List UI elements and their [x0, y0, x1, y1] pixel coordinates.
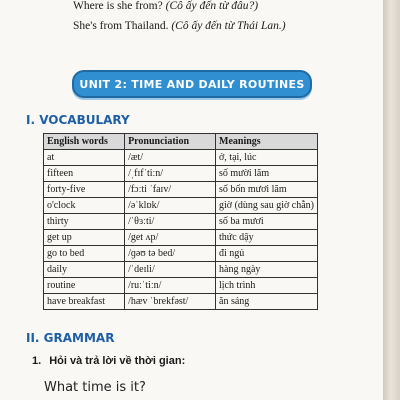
meaning: ăn sáng: [216, 294, 318, 310]
pronunciation: /ɡəʊ tə bed/: [125, 246, 216, 262]
meaning: đi ngủ: [216, 246, 318, 262]
column-header: Pronunciation: [125, 134, 216, 150]
column-header: Meanings: [216, 134, 318, 150]
page-gutter: [383, 0, 400, 400]
dialogue-en: Where is she from?: [73, 0, 163, 12]
grammar-item-title: Hỏi và trả lời về thời gian:: [49, 355, 186, 367]
english-word: get up: [44, 230, 125, 246]
meaning: số ba mươi: [216, 214, 318, 230]
table-row: [44, 214, 318, 230]
example-question: What time is it?: [44, 380, 146, 395]
english-word: daily: [44, 262, 125, 278]
column-header: English words: [44, 134, 125, 150]
meaning: lịch trình: [216, 278, 318, 294]
table-row: [44, 182, 318, 198]
table-row: [44, 198, 318, 214]
table-row: [44, 230, 318, 246]
table-row: [44, 166, 318, 182]
dialogue-line: [73, 0, 258, 12]
meaning: thức dậy: [216, 230, 318, 246]
english-word: go to bed: [44, 246, 125, 262]
english-word: have breakfast: [44, 294, 125, 310]
vocabulary-table: [43, 133, 318, 310]
pronunciation: /əˈklɒk/: [125, 198, 216, 214]
english-word: o'clock: [44, 198, 125, 214]
dialogue-line: [73, 20, 286, 32]
meaning: giờ (dùng sau giờ chẵn): [216, 198, 318, 214]
meaning: số bốn mươi lăm: [216, 182, 318, 198]
pronunciation: /fɔːti ˈfaɪv/: [125, 182, 216, 198]
table-row: [44, 150, 318, 166]
grammar-item-number: 1.: [32, 355, 42, 367]
meaning: ở, tại, lúc: [216, 150, 318, 166]
unit-title-banner: UNIT 2: TIME AND DAILY ROUTINES: [72, 70, 312, 98]
pronunciation: /hæv ˈbrekfəst/: [125, 294, 216, 310]
pronunciation: /ˌfɪfˈtiːn/: [125, 166, 216, 182]
dialogue-vi: (Cô ấy đến từ đâu?): [165, 0, 259, 12]
table-row: [44, 262, 318, 278]
pronunciation: /ˈdeɪli/: [125, 262, 216, 278]
pronunciation: /get ʌp/: [125, 230, 216, 246]
english-word: forty-five: [44, 182, 125, 198]
meaning: số mười lăm: [216, 166, 318, 182]
table-header-row: [44, 134, 318, 150]
vocabulary-heading: I. VOCABULARY: [26, 113, 130, 127]
dialogue-vi: (Cô ấy đến từ Thái Lan.): [171, 20, 286, 32]
pronunciation: /ruːˈtiːn/: [125, 278, 216, 294]
english-word: at: [44, 150, 125, 166]
table-row: [44, 246, 318, 262]
grammar-heading: II. GRAMMAR: [26, 331, 115, 345]
table-row: [44, 294, 318, 310]
english-word: fifteen: [44, 166, 125, 182]
english-word: thirty: [44, 214, 125, 230]
pronunciation: /ˈθɜːti/: [125, 214, 216, 230]
table-row: [44, 278, 318, 294]
english-word: routine: [44, 278, 125, 294]
grammar-item: [32, 355, 185, 367]
dialogue-en: She's from Thailand.: [73, 20, 169, 32]
pronunciation: /æt/: [125, 150, 216, 166]
meaning: hàng ngày: [216, 262, 318, 278]
